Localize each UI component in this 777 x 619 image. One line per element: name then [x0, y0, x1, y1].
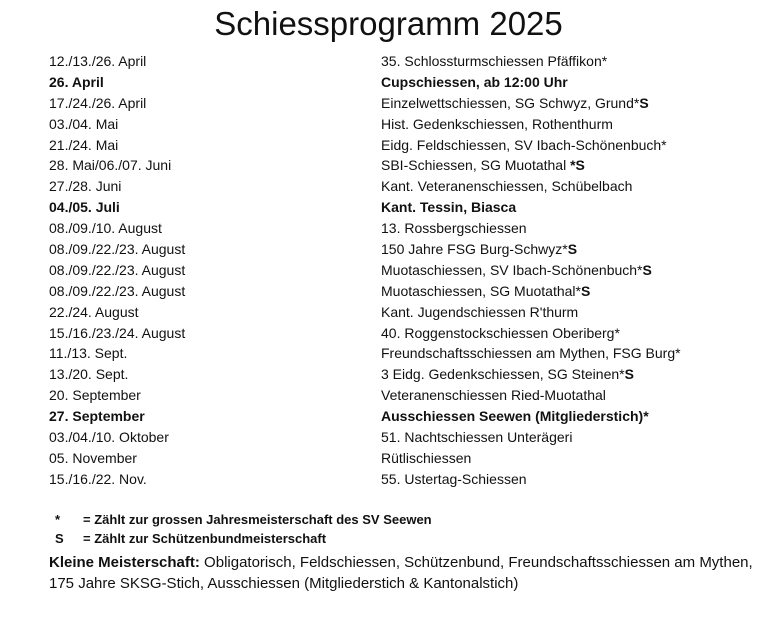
schedule-row — [49, 135, 769, 156]
schedule-event-text: Einzelwettschiessen, SG Schwyz, Grund* — [381, 94, 640, 111]
schedule-event-text: Eidg. Feldschiessen, SV Ibach-Schönenbuch* — [381, 136, 667, 153]
schedule-date: 08./09./22./23. August — [49, 241, 186, 258]
schedule-event-text: Kant. Jugendschiessen R'thurm — [381, 303, 579, 320]
schedule-event-marker: S — [624, 366, 634, 383]
schedule-row — [49, 93, 769, 114]
schedule-event — [381, 51, 607, 72]
schedule-event — [381, 218, 527, 239]
schedule-row — [49, 323, 769, 344]
schedule-date: 27. September — [49, 408, 145, 425]
schedule-date: 03./04. Mai — [49, 115, 119, 132]
schedule-event — [381, 93, 649, 114]
schedule-event-text: Muotaschiessen, SG Muotathal* — [381, 282, 581, 299]
schedule-event-text: 40. Roggenstockschiessen Oberiberg* — [381, 324, 620, 341]
schedule-event-marker: *S — [570, 157, 585, 174]
schedule-row — [49, 51, 769, 72]
schedule-event — [381, 281, 590, 302]
schedule-event-text: Muotaschiessen, SV Ibach-Schönenbuch* — [381, 261, 643, 278]
schedule-date: 08./09./22./23. August — [49, 261, 186, 278]
schedule-date: 26. April — [49, 73, 104, 90]
legend-text: = Zählt zur Schützenbundmeisterschaft — [83, 531, 327, 546]
schedule-row — [49, 364, 769, 385]
schedule-date: 08./09./22./23. August — [49, 282, 186, 299]
schedule-event — [381, 302, 578, 323]
schedule-row — [49, 343, 769, 364]
schedule-event — [381, 406, 649, 427]
schedule-row — [49, 218, 769, 239]
schedule-event-text: Kant. Veteranenschiessen, Schübelbach — [381, 178, 633, 195]
schedule-row — [49, 155, 769, 176]
schedule-event — [381, 469, 527, 490]
schedule-date: 05. November — [49, 449, 137, 466]
schedule-event-text: 55. Ustertag-Schiessen — [381, 470, 527, 487]
legend-item-s — [55, 529, 432, 548]
schedule-date: 17./24./26. April — [49, 94, 147, 111]
schedule-event — [381, 448, 471, 469]
schedule-row — [49, 281, 769, 302]
schedule-row — [49, 469, 769, 490]
schedule-row — [49, 385, 769, 406]
schedule-event — [381, 323, 620, 344]
schedule-event — [381, 427, 572, 448]
schedule-date: 08./09./10. August — [49, 220, 162, 237]
schedule-event — [381, 72, 568, 93]
schedule-event-text: 13. Rossbergschiessen — [381, 220, 527, 237]
schedule-row — [49, 302, 769, 323]
schedule-date: 20. September — [49, 387, 141, 404]
schedule-event-text: Rütlischiessen — [381, 449, 472, 466]
kleine-label: Kleine Meisterschaft: — [49, 554, 200, 571]
schedule-row — [49, 176, 769, 197]
schedule-event-text: Cupschiessen, ab 12:00 Uhr — [381, 73, 568, 90]
schedule-event-text: 3 Eidg. Gedenkschiessen, SG Steinen* — [381, 366, 625, 383]
schedule-event — [381, 343, 681, 364]
schedule-date: 04./05. Juli — [49, 199, 120, 216]
schedule-event-marker: S — [567, 241, 578, 258]
schedule-row — [49, 197, 769, 218]
schedule-date: 03./04./10. Oktober — [49, 429, 169, 446]
schedule-event-text: SBI-Schiessen, SG Muotathal — [381, 157, 571, 174]
legend-text: = Zählt zur grossen Jahresmeisterschaft des SV Seewen — [83, 512, 432, 527]
schedule-date: 21./24. Mai — [49, 136, 119, 153]
schedule-event-marker: S — [642, 261, 652, 278]
schedule-event — [381, 364, 634, 385]
schedule-event-text: 35. Schlossturmschiessen Pfäffikon* — [381, 53, 608, 69]
kleine-text: Obligatorisch, Feldschiessen, Schützenbund, Freundschaftsschiessen am Mythen, 175 Jahre SKSG-Stich, Ausschiessen (Mitgliederstich & Kantonalstich) — [49, 554, 753, 592]
legend-symbol: * — [55, 512, 61, 527]
schedule-event-text: 150 Jahre FSG Burg-Schwyz* — [381, 241, 568, 258]
schedule-event-text: Ausschiessen Seewen (Mitgliederstich)* — [381, 408, 649, 425]
schedule-event — [381, 260, 652, 281]
legend — [55, 510, 432, 548]
schedule-event-text: 51. Nachtschiessen Unterägeri — [381, 429, 573, 446]
schedule-event — [381, 135, 667, 156]
schedule-event — [381, 239, 577, 260]
schedule-row — [49, 427, 769, 448]
schedule-date: 15./16./22. Nov. — [49, 470, 147, 487]
schedule-event-marker: S — [639, 94, 649, 111]
legend-symbol: S — [55, 531, 64, 546]
schedule-event-marker: S — [581, 282, 591, 299]
schedule-date: 12./13./26. April — [49, 53, 147, 69]
legend-item-star — [55, 510, 432, 529]
schedule-date: 13./20. Sept. — [49, 366, 129, 383]
schedule-row — [49, 260, 769, 281]
schedule-row — [49, 448, 769, 469]
schedule-date: 15./16./23./24. August — [49, 324, 186, 341]
schedule-event-text: Veteranenschiessen Ried-Muotathal — [381, 387, 606, 404]
schedule-row — [49, 114, 769, 135]
schedule-date: 22./24. August — [49, 303, 139, 320]
schedule-event-text: Kant. Tessin, Biasca — [381, 199, 517, 216]
schedule-event-text: Freundschaftsschiessen am Mythen, FSG Burg* — [381, 345, 681, 362]
schedule-date: 11./13. Sept. — [49, 345, 128, 362]
schedule-event — [381, 155, 585, 176]
page-title: Schiessprogramm 2025 — [214, 5, 563, 42]
schedule-table — [49, 51, 769, 490]
schedule-row — [49, 72, 769, 93]
schedule-event-text: Hist. Gedenkschiessen, Rothenthurm — [381, 115, 613, 132]
schedule-event — [381, 114, 613, 135]
schedule-row — [49, 239, 769, 260]
schedule-event — [381, 385, 606, 406]
schedule-row — [49, 406, 769, 427]
schedule-event — [381, 176, 632, 197]
schedule-event — [381, 197, 516, 218]
schedule-date: 28. Mai/06./07. Juni — [49, 157, 172, 174]
kleine-meisterschaft-note — [49, 552, 764, 594]
schedule-date: 27./28. Juni — [49, 178, 122, 195]
